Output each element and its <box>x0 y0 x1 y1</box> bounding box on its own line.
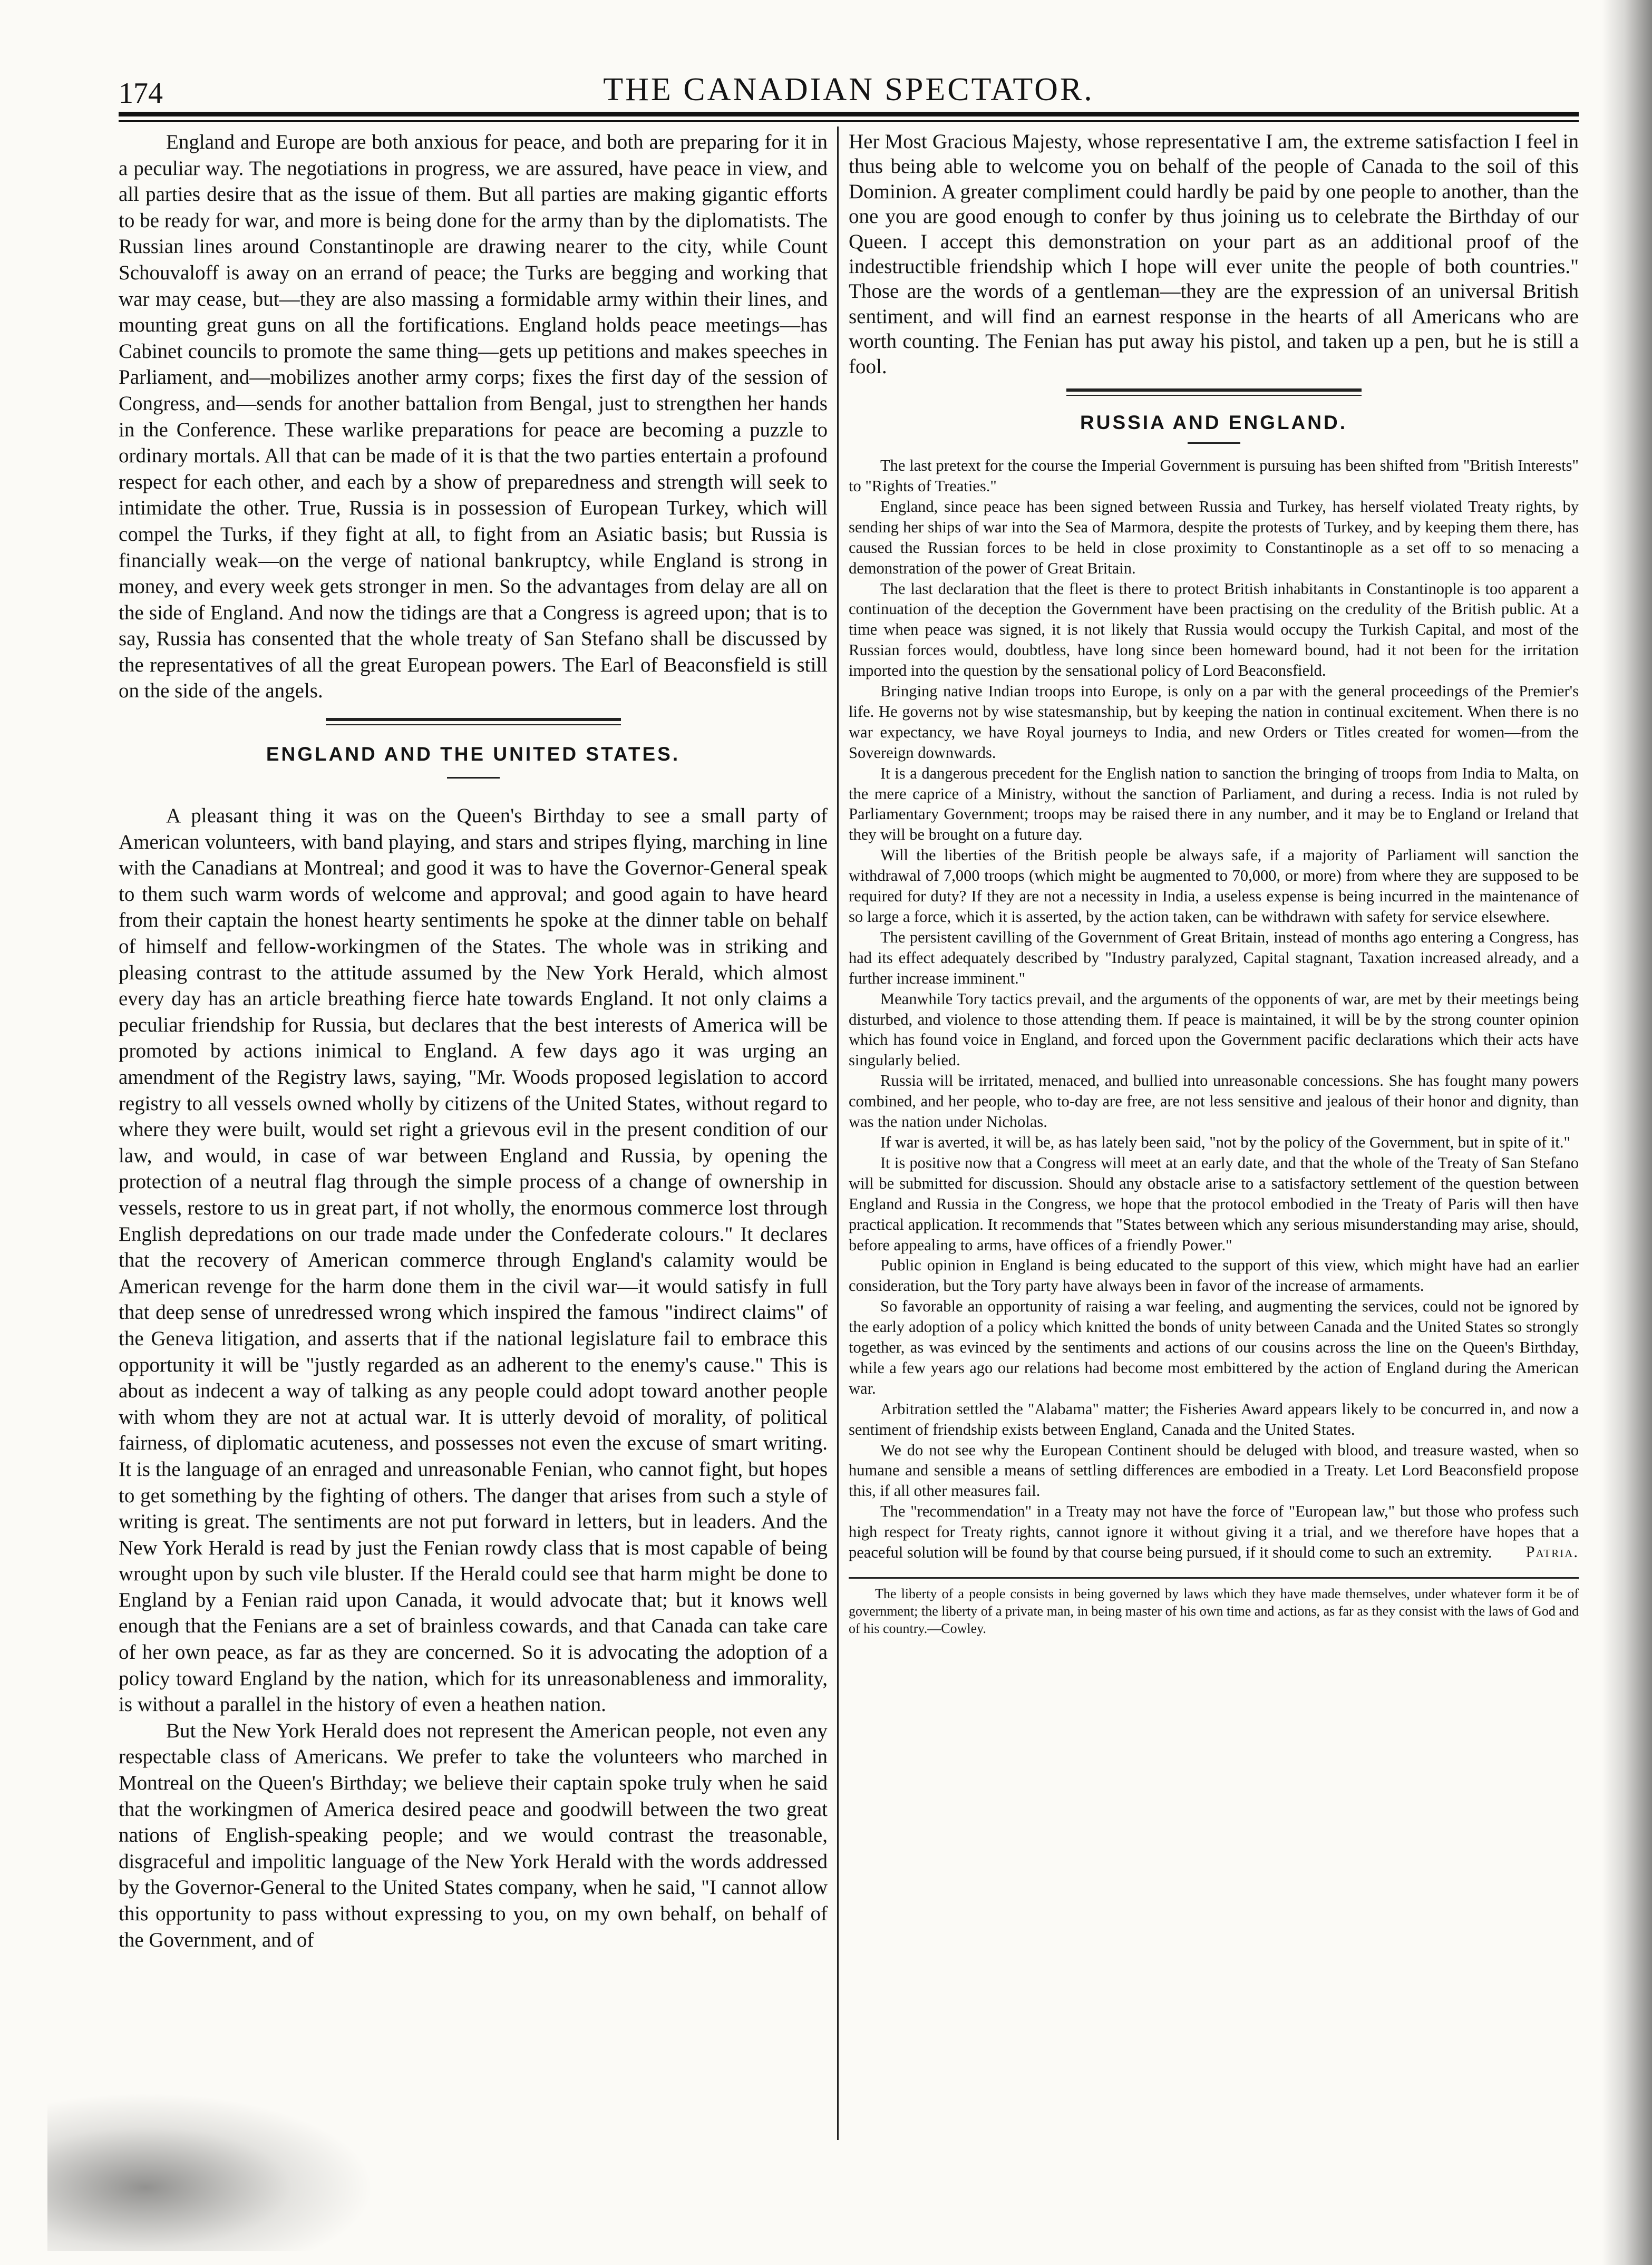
article-paragraph: We do not see why the European Continent should be deluged with blood, and treasure wasted, when so humane and sensible a means of settling differences are embodied in a Treaty. Let Lord Beaconsfield propose this, if all other measures fail. <box>849 1441 1579 1500</box>
page-number: 174 <box>119 77 163 110</box>
article-paragraph: Public opinion in England is being educated to the support of this view, which might have had an earlier consideration, but the Tory party have always been in favor of the increase of armaments. <box>849 1256 1579 1295</box>
article-paragraph: A pleasant thing it was on the Queen's Birthday to see a small party of American volunteers, with band playing, and stars and stripes flying, marching in line with the Canadians at Montreal; and good it was to have the Governor-General speak to them such warm words of welcome and approval; and good again to have heard from their captain the honest hearty sentiments he spoke at the dinner table on behalf of himself and fellow-workingmen of the States. The whole was in striking and pleasing contrast to the attitude assumed by the New York Herald, which almost every day has an article breathing fierce hate towards England. It not only claims a peculiar friendship for Russia, but declares that the best interests of America will be promoted by actions inimical to England. A few days ago it was urging an amendment of the Registry laws, saying, "Mr. Woods proposed legislation to accord registry to all vessels owned wholly by citizens of the United States, without regard to where they were built, would set right a grievous evil in the present condition of our law, and would, in case of war between England and Russia, by opening the protection of a neutral flag through the simple process of a change of ownership in vessels, restore to us in great part, if not wholly, the enormous commerce lost through English depredations on our trade made under the Confederate colours." It declares that the recovery of American commerce through England's calamity would be American revenge for the harm done them in the civil war—it would satisfy in full that deep sense of unredressed wrong which inspired the famous "indirect claims" of the Geneva litigation, and asserts that if the national legislature fail to embrace this opportunity it will be "justly regarded as an adherent to the enemy's cause." This is about as indecent a way of talking as any people could adopt toward another people with whom they are not at actual war. It is utterly devoid of morality, of political fairness, of diplomatic acuteness, and possesses not even the excuse of smart writing. It is the language of an enraged and unreasonable Fenian, who cannot fight, but hopes to get something by the fighting of others. The danger that arises from such a style of writing is great. The sentiments are not put forward in letters, but in leaders. And the New York Herald is read by just the Fenian rowdy class that is most capable of being wrought upon by such vile bluster. If the Herald could see that harm might be done to England by a Fenian raid upon Canada, it would advocate that; but it knows well enough that the Fenians are a set of brainless cowards, and that Canada can take care of her own peace, as far as they are concerned. So it is advocating the adoption of a policy toward England by the nation, which for its unreasonableness and immorality, is without a parallel in the history of even a heathen nation. <box>119 804 828 1716</box>
article-title-england-us: ENGLAND AND THE UNITED STATES. <box>266 743 681 765</box>
right-column <box>849 129 1579 1637</box>
article-paragraph: It is positive now that a Congress will meet at an early date, and that the whole of the Treaty of San Stefano will be submitted for discussion. Should any obstacle arise to a satisfactory settlement of the question between England and Russia in the Congress, we hope that the protocol embodied in the Treaty of Paris will then have practical application. It recommends that "States between which any serious misunderstanding may arise, should, before appealing to arms, have offices of a friendly Power." <box>849 1153 1579 1254</box>
left-column <box>119 129 828 1953</box>
scan-smudge <box>47 2093 374 2251</box>
article-paragraph: England, since peace has been signed between Russia and Turkey, has herself violated Treaty rights, by sending her ships of war into the Sea of Marmora, despite the protests of Turkey, and by keeping them there, has caused the Russian forces to be held in close proximity to Constantinople as a set off to so menacing a demonstration of the power of Great Britain. <box>849 497 1579 577</box>
article-body-england-us <box>119 803 828 1953</box>
article-paragraph: The "recommendation" in a Treaty may not have the force of "European law," but those who profess such high respect for Treaty rights, cannot ignore it without giving it a trial, and we therefore have hopes that a peaceful solution will be found by that course being pursued, if it should come to such an extremity. <box>849 1502 1579 1562</box>
section-separator <box>1066 388 1362 396</box>
page-header <box>119 71 1579 113</box>
title-underline <box>1188 442 1240 444</box>
article-paragraph: The persistent cavilling of the Government of Great Britain, instead of months ago entering a Congress, has had its effect adequately described by "Industry paralyzed, Capital stagnant, Taxation increased already, and a further increase imminent." <box>849 928 1579 987</box>
title-underline <box>447 777 500 779</box>
footnote <box>849 1577 1579 1637</box>
header-rule-thin <box>119 120 1579 122</box>
article-paragraph: Meanwhile Tory tactics prevail, and the arguments of the opponents of war, are met by their meetings being disturbed, and violence to those attending them. If peace is maintained, it will be by the strong counter opinion which has found voice in England, and forced upon the Government pacific declarations which their acts have singularly belied. <box>849 989 1579 1070</box>
article-paragraph: Bringing native Indian troops into Europe, is only on a par with the general proceedings of the Premier's life. He governs not by wise statesmanship, but by keeping the nation in continual excitement. When there is no war expectancy, we have Royal journeys to India, and new Orders or Titles created for women—from the Sovereign downwards. <box>849 682 1579 762</box>
header-rule-thick <box>119 112 1579 116</box>
footnote-quote: The liberty of a people consists in being governed by laws which they have made themselves, under whatever form it be of government; the liberty of a private man, in being master of his own time and actions, as far as they consist with the laws of God and of his country.—Cowley. <box>849 1586 1579 1636</box>
article-paragraph: Russia will be irritated, menaced, and bullied into unreasonable concessions. She has fought many powers combined, and her people, who to-day are free, are not less sensitive and jealous of their honor and dignity, than was the nation under Nicholas. <box>849 1072 1579 1131</box>
continuation-paragraph: Her Most Gracious Majesty, whose representative I am, the extreme satisfaction I feel in thus being able to welcome you on behalf of the people of Canada to the soil of this Dominion. A greater compliment could hardly be paid by one people to another, than the one you are good enough to confer by thus joining us to celebrate the Birthday of our Queen. I accept this demonstration on your part as an additional proof of the indestructible friendship which I hope will ever unite the people of both countries." Those are the words of a gentleman—they are the expression of an universal British sentiment, and will find an earnest response in the hearts of all Americans who are worth counting. The Fenian has put away his pistol, and taken up a pen, but he is still a fool. <box>849 130 1579 378</box>
article-paragraph: So favorable an opportunity of raising a war feeling, and augmenting the services, could not be ignored by the early adoption of a policy which knitted the bonds of unity between Canada and the United States so strongly together, as was evinced by the sentiments and actions of our cousins across the line on the Queen's Birthday, while a few years ago our relations had become most embittered by the action of England during the American war. <box>849 1297 1579 1397</box>
scan-edge-shadow <box>1602 0 1652 2265</box>
article-paragraph: Arbitration settled the "Alabama" matter; the Fisheries Award appears likely to be concurred in, and now a sentiment of friendship exists between England, Canada and the United States. <box>849 1399 1579 1438</box>
article-body-russia-england <box>849 455 1579 1561</box>
section-separator <box>326 718 621 725</box>
column-divider <box>837 127 839 2140</box>
article-paragraph: It is a dangerous precedent for the English nation to sanction the bringing of troops from India to Malta, on the mere caprice of a Ministry, without the sanction of Parliament, and during a recess. India is not ruled by Parliamentary Government; troops may be raised there in any number, and it may be to England or Ireland that they will be brought on a future day. <box>849 764 1579 844</box>
masthead-title: THE CANADIAN SPECTATOR. <box>603 72 1094 108</box>
article-paragraph: Will the liberties of the British people be always safe, if a majority of Parliament will sanction the withdrawal of 7,000 troops (which might be augmented to 70,000, or more) from where they are supposed to be required for duty? If they are not a necessity in India, a useless expense is being incurred in the maintenance of so large a force, which it is asserted, by the action taken, can be withdrawn with safety for service elsewhere. <box>849 846 1579 926</box>
article-paragraph: The last pretext for the course the Imperial Government is pursuing has been shifted from "British Interests" to "Rights of Treaties." <box>849 456 1579 495</box>
article-paragraph: The last declaration that the fleet is there to protect British inhabitants in Constantinople is too apparent a continuation of the deception the Government have been practising on the credulity of the British public. At a time when peace was signed, it is not likely that Russia would occupy the Turkish Capital, and most of the Russian forces would, doubtless, have long since been homeward bound, had it not been for the irritation imported into the question by the sensational policy of Lord Beaconsfield. <box>849 579 1579 680</box>
article-paragraph: But the New York Herald does not represent the American people, not even any respectable class of Americans. We prefer to take the volunteers who marched in Montreal on the Queen's Birthday; we believe their captain spoke truly when he said that the workingmen of America desired peace and goodwill between the two great nations of English-speaking people; and we would contrast the treasonable, disgraceful and impolitic language of the New York Herald with the words addressed by the Governor-General to the United States company, when he said, "I cannot allow this opportunity to pass without expressing to you, on my own behalf, on behalf of the Government, and of <box>119 1719 828 1951</box>
article-paragraph: If war is averted, it will be, as has lately been said, "not by the policy of the Government, but in spite of it." <box>880 1133 1570 1151</box>
article-title-russia-england: RUSSIA AND ENGLAND. <box>1080 412 1347 434</box>
intro-paragraph: England and Europe are both anxious for peace, and both are preparing for it in a peculiar way. The negotiations in progress, we are assured, have peace in view, and all parties desire that as the issue of them. But all parties are making gigantic efforts to be ready for war, and more is being done for the army than by the diplomatists. The Russian lines around Constantinople are drawing nearer to the city, while Count Schouvaloff is away on an errand of peace; the Turks are begging and working that war may cease, but—they are also massing a formidable army within their lines, and mounting great guns on all the fortifications. England holds peace meetings—has Cabinet councils to promote the same thing—gets up petitions and makes speeches in Parliament, and—mobilizes another army corps; fixes the first day of the session of Congress, and—sends for another battalion from Bengal, just to strengthen her hands in the Conference. These warlike preparations for peace are becoming a puzzle to ordinary mortals. All that can be made of it is that the two parties entertain a profound respect for each other, and each by a show of preparedness and strength will seek to intimidate the other. True, Russia is in possession of European Turkey, which will compel the Turks, if they fight at all, to fight from an Asiatic basis; but Russia is financially weak—on the verge of national bankruptcy, while England is strong in money, and every week gets stronger in men. So the advantages from delay are all on the side of England. And now the tidings are that a Congress is agreed upon; that is to say, Russia has consented that the whole treaty of San Stefano shall be discussed by the representatives of all the great European powers. The Earl of Beaconsfield is still on the side of the angels. <box>119 131 828 703</box>
signature: Patria. <box>1525 1543 1579 1561</box>
